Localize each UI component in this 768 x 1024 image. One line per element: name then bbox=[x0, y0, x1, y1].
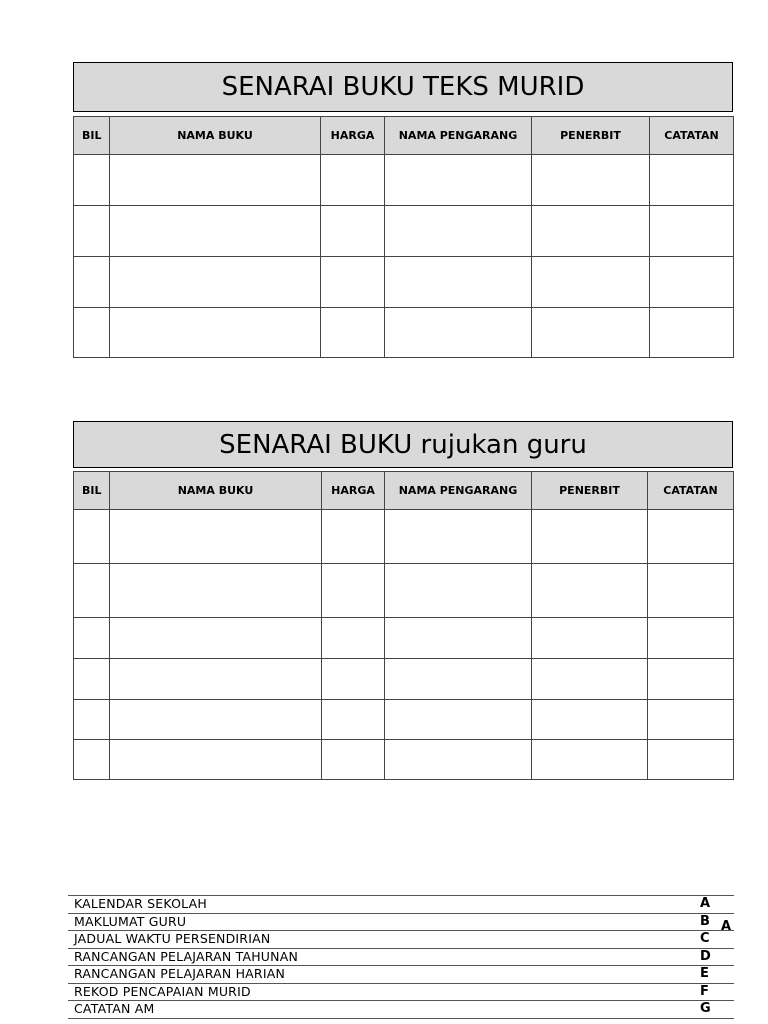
cell[interactable] bbox=[74, 564, 110, 618]
table-row bbox=[74, 155, 734, 206]
cell[interactable] bbox=[385, 564, 532, 618]
table-row bbox=[74, 618, 734, 659]
table-row bbox=[74, 700, 734, 740]
cell[interactable] bbox=[74, 308, 110, 358]
cell[interactable] bbox=[110, 155, 321, 206]
cell[interactable] bbox=[648, 510, 734, 564]
cell[interactable] bbox=[532, 700, 648, 740]
cell[interactable] bbox=[532, 308, 650, 358]
cell[interactable] bbox=[650, 308, 734, 358]
cell[interactable] bbox=[385, 618, 532, 659]
cell[interactable] bbox=[110, 510, 322, 564]
cell[interactable] bbox=[322, 740, 385, 780]
table-row bbox=[74, 510, 734, 564]
column-header-nama-pengarang: NAMA PENGARANG bbox=[385, 117, 532, 155]
cell[interactable] bbox=[74, 510, 110, 564]
section-index bbox=[68, 895, 734, 1019]
cell[interactable] bbox=[385, 308, 532, 358]
cell[interactable] bbox=[322, 618, 385, 659]
index-item-rekod-pencapaian[interactable] bbox=[68, 983, 734, 1001]
column-header-nama-pengarang: NAMA PENGARANG bbox=[385, 472, 532, 510]
column-header-bil: BIL bbox=[74, 117, 110, 155]
cell[interactable] bbox=[532, 618, 648, 659]
column-header-harga: HARGA bbox=[322, 472, 385, 510]
cell[interactable] bbox=[532, 564, 648, 618]
index-item-label: JADUAL WAKTU PERSENDIRIAN bbox=[74, 931, 271, 946]
cell[interactable] bbox=[532, 510, 648, 564]
cell[interactable] bbox=[322, 659, 385, 700]
index-item-jadual-waktu[interactable] bbox=[68, 930, 734, 948]
column-header-nama-buku: NAMA BUKU bbox=[110, 472, 322, 510]
index-item-label: CATATAN AM bbox=[74, 1001, 155, 1016]
cell[interactable] bbox=[321, 257, 385, 308]
student-books-table bbox=[73, 116, 734, 358]
index-item-kalendar-sekolah[interactable] bbox=[68, 895, 734, 913]
student-books-title: SENARAI BUKU TEKS MURID bbox=[73, 62, 733, 112]
column-header-catatan: CATATAN bbox=[650, 117, 734, 155]
cell[interactable] bbox=[110, 206, 321, 257]
table-header-row bbox=[74, 472, 734, 510]
cell[interactable] bbox=[74, 618, 110, 659]
index-item-letter: A bbox=[700, 896, 711, 911]
index-item-catatan-am[interactable] bbox=[68, 1000, 734, 1019]
cell[interactable] bbox=[321, 206, 385, 257]
cell[interactable] bbox=[322, 510, 385, 564]
table-row bbox=[74, 564, 734, 618]
cell[interactable] bbox=[322, 700, 385, 740]
cell[interactable] bbox=[74, 700, 110, 740]
cell[interactable] bbox=[74, 740, 110, 780]
cell[interactable] bbox=[532, 659, 648, 700]
column-header-catatan: CATATAN bbox=[648, 472, 734, 510]
column-header-nama-buku: NAMA BUKU bbox=[110, 117, 321, 155]
cell[interactable] bbox=[385, 700, 532, 740]
index-item-label: REKOD PENCAPAIAN MURID bbox=[74, 983, 251, 999]
cell[interactable] bbox=[648, 564, 734, 618]
index-item-letter: C bbox=[700, 931, 710, 946]
cell[interactable] bbox=[532, 740, 648, 780]
cell[interactable] bbox=[110, 564, 322, 618]
cell[interactable] bbox=[110, 659, 322, 700]
table-row bbox=[74, 257, 734, 308]
cell[interactable] bbox=[110, 740, 322, 780]
column-header-harga: HARGA bbox=[321, 117, 385, 155]
cell[interactable] bbox=[385, 740, 532, 780]
cell[interactable] bbox=[532, 257, 650, 308]
teacher-books-title: SENARAI BUKU rujukan guru bbox=[73, 421, 733, 468]
cell[interactable] bbox=[110, 700, 322, 740]
index-item-letter: D bbox=[700, 948, 711, 964]
cell[interactable] bbox=[74, 257, 110, 308]
table-row bbox=[74, 206, 734, 257]
cell[interactable] bbox=[648, 618, 734, 659]
cell[interactable] bbox=[650, 206, 734, 257]
cell[interactable] bbox=[650, 155, 734, 206]
column-header-penerbit: PENERBIT bbox=[532, 117, 650, 155]
column-header-penerbit: PENERBIT bbox=[532, 472, 648, 510]
table-row bbox=[74, 740, 734, 780]
index-item-letter: G bbox=[700, 1001, 711, 1016]
cell[interactable] bbox=[110, 618, 322, 659]
index-item-label: KALENDAR SEKOLAH bbox=[74, 896, 207, 911]
cell[interactable] bbox=[385, 257, 532, 308]
cell[interactable] bbox=[385, 155, 532, 206]
cell[interactable] bbox=[648, 740, 734, 780]
table-header-row bbox=[74, 117, 734, 155]
current-section-tab: A bbox=[721, 919, 732, 934]
index-item-rancangan-harian[interactable] bbox=[68, 965, 734, 983]
cell[interactable] bbox=[532, 155, 650, 206]
index-item-label: MAKLUMAT GURU bbox=[74, 913, 187, 929]
cell[interactable] bbox=[648, 700, 734, 740]
index-item-label: RANCANGAN PELAJARAN TAHUNAN bbox=[74, 948, 298, 964]
cell[interactable] bbox=[74, 206, 110, 257]
index-item-rancangan-tahunan[interactable] bbox=[68, 948, 734, 966]
cell[interactable] bbox=[74, 155, 110, 206]
cell[interactable] bbox=[321, 155, 385, 206]
table-row bbox=[74, 659, 734, 700]
column-header-bil: BIL bbox=[74, 472, 110, 510]
index-item-label: RANCANGAN PELAJARAN HARIAN bbox=[74, 966, 286, 981]
teacher-books-table bbox=[73, 471, 734, 780]
table-row bbox=[74, 308, 734, 358]
cell[interactable] bbox=[110, 308, 321, 358]
cell[interactable] bbox=[648, 659, 734, 700]
index-item-letter: B bbox=[700, 913, 710, 929]
cell[interactable] bbox=[74, 659, 110, 700]
cell[interactable] bbox=[385, 510, 532, 564]
cell[interactable] bbox=[322, 564, 385, 618]
index-item-maklumat-guru[interactable] bbox=[68, 913, 734, 931]
cell[interactable] bbox=[532, 206, 650, 257]
cell[interactable] bbox=[385, 659, 532, 700]
cell[interactable] bbox=[110, 257, 321, 308]
cell[interactable] bbox=[650, 257, 734, 308]
index-item-letter: F bbox=[700, 983, 709, 999]
cell[interactable] bbox=[385, 206, 532, 257]
cell[interactable] bbox=[321, 308, 385, 358]
index-item-letter: E bbox=[700, 966, 709, 981]
